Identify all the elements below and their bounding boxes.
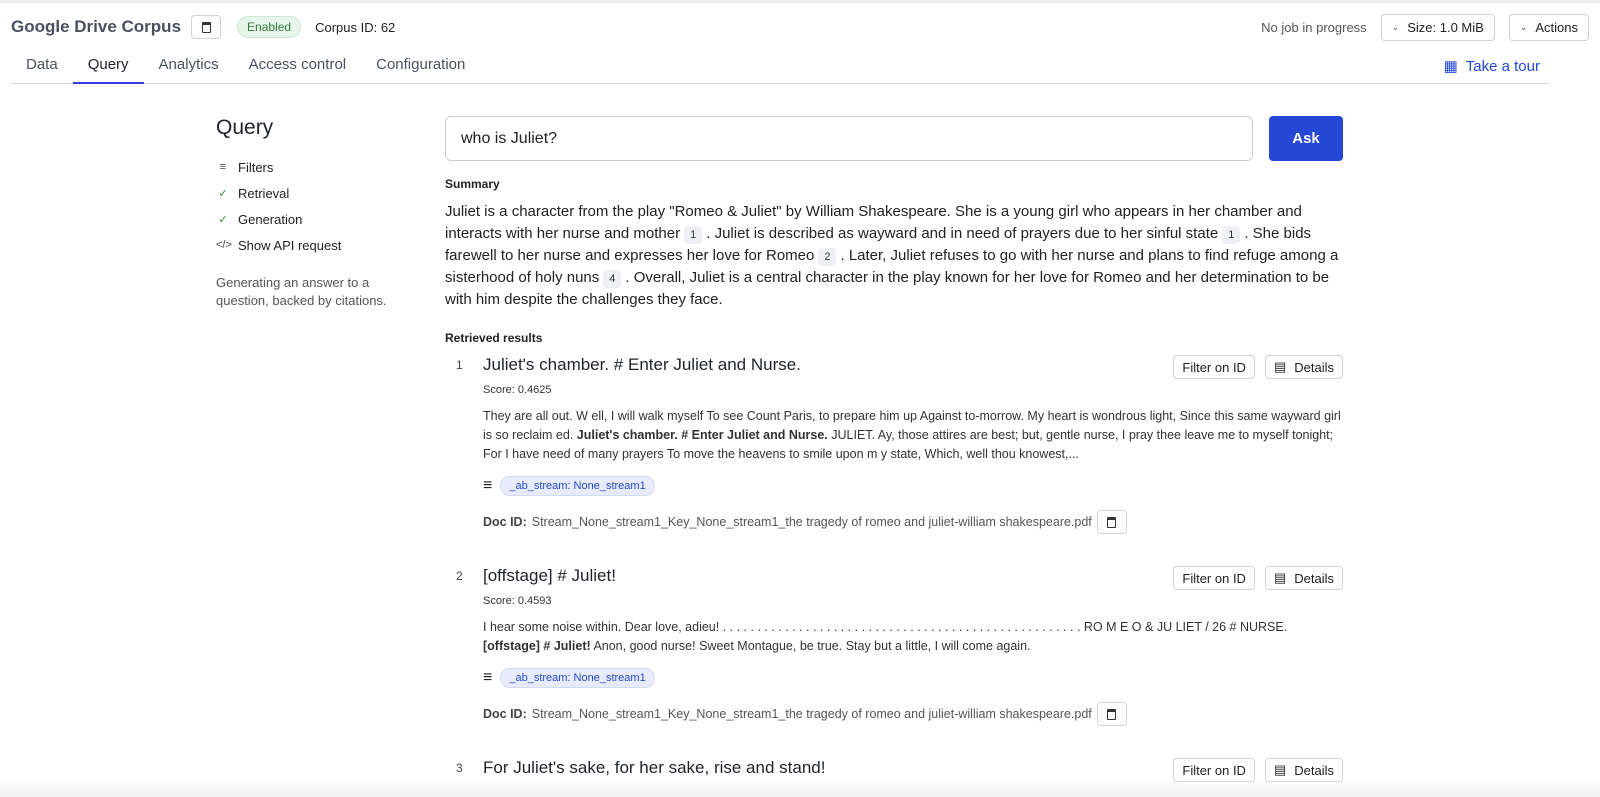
doc-id-label: Doc ID:	[483, 515, 527, 529]
query-main	[445, 116, 1343, 778]
details-button[interactable]	[1265, 355, 1343, 379]
result-text	[483, 618, 1343, 656]
highlight: [offstage] # Juliet!	[483, 639, 591, 653]
doc-id-value: Stream_None_stream1_Key_None_stream1_the tragedy of romeo and juliet-william shakespeare.pdf	[531, 515, 1092, 529]
citation[interactable]: 1	[684, 226, 702, 244]
document-icon: ▤	[1273, 762, 1287, 777]
metadata-tag[interactable]: _ab_stream: None_stream1	[500, 668, 654, 688]
results-label: Retrieved results	[445, 331, 543, 345]
sidebar-item-api-request[interactable]	[216, 232, 416, 258]
chevron-down-icon: ⌄	[1391, 22, 1400, 32]
result-item	[445, 353, 1343, 534]
job-status: No job in progress	[1261, 20, 1367, 35]
query-input[interactable]	[445, 116, 1253, 161]
text: I hear some noise within. Dear love, adieu! . . . . . . . . . . . . . . . . . . . . . . . . . . . . . . . . . . . . . . . . . . . . . . . . . . . . RO M E O & JU LIET / 26 # NURSE.	[483, 620, 1288, 634]
ask-button[interactable]: Ask	[1269, 116, 1343, 161]
details-label: Details	[1294, 762, 1334, 778]
map-icon: ▦	[1443, 58, 1458, 75]
document-icon: ▤	[1273, 570, 1287, 585]
filter-icon: ≡	[219, 161, 227, 173]
code-icon: </>	[216, 239, 232, 251]
bottom-fade	[0, 778, 1600, 797]
citation[interactable]: 2	[818, 248, 836, 266]
sidebar	[216, 116, 416, 310]
doc-id-label: Doc ID:	[483, 707, 527, 721]
document-icon: ▤	[1273, 359, 1287, 374]
doc-id-value: Stream_None_stream1_Key_None_stream1_the tragedy of romeo and juliet-william shakespeare.pdf	[531, 707, 1092, 721]
corpus-header	[11, 15, 395, 39]
doc-id	[483, 510, 1343, 534]
sidebar-item-label: Filters	[238, 159, 274, 175]
sidebar-item-retrieval[interactable]	[216, 180, 416, 206]
citation[interactable]: 1	[1222, 226, 1240, 244]
sidebar-title: Query	[216, 116, 274, 139]
sidebar-item-filters[interactable]	[216, 154, 416, 180]
result-title[interactable]: For Juliet's sake, for her sake, rise and stand!	[483, 758, 826, 777]
tab-data[interactable]: Data	[26, 56, 58, 73]
clipboard-icon	[1107, 517, 1116, 528]
chevron-down-icon: ⌄	[1519, 22, 1528, 32]
citation[interactable]: 4	[603, 270, 621, 288]
filter-icon: ≡	[483, 477, 493, 494]
clipboard-icon	[202, 22, 211, 33]
tab-bar	[11, 52, 1549, 84]
result-number: 1	[456, 358, 463, 372]
details-label: Details	[1294, 359, 1334, 375]
metadata-tag[interactable]: _ab_stream: None_stream1	[500, 476, 654, 496]
corpus-id: Corpus ID: 62	[315, 19, 396, 35]
result-number: 2	[456, 569, 463, 583]
summary-part: . Overall, Juliet is a central character in the play known for her love for Romeo and her determination to be with him despite the challenges they face.	[445, 269, 1330, 308]
summary-text	[445, 201, 1343, 311]
sidebar-item-label: Show API request	[238, 237, 342, 253]
filter-on-id-button[interactable]: Filter on ID	[1173, 566, 1255, 590]
copy-doc-id-button[interactable]	[1097, 510, 1127, 534]
filter-icon: ≡	[483, 669, 493, 686]
sidebar-item-generation[interactable]	[216, 206, 416, 232]
check-icon: ✓	[218, 187, 228, 200]
actions-label: Actions	[1535, 20, 1578, 35]
result-item	[445, 756, 1343, 778]
status-badge: Enabled	[237, 16, 301, 38]
result-text	[483, 407, 1343, 464]
summary-label: Summary	[445, 177, 500, 191]
corpus-title: Google Drive Corpus	[11, 17, 182, 36]
summary-part: Juliet is a character from the play "Romeo & Juliet" by William Shakespeare. She is a young girl who appears in her chamber and interacts with her nurse and mother	[445, 203, 1302, 242]
sidebar-item-label: Retrieval	[238, 185, 290, 201]
filter-on-id-button[interactable]: Filter on ID	[1173, 355, 1255, 379]
tab-query[interactable]: Query	[73, 52, 144, 84]
copy-doc-id-button[interactable]	[1097, 702, 1127, 726]
doc-id	[483, 702, 1343, 726]
top-bar	[0, 0, 1600, 3]
filter-on-id-button[interactable]: Filter on ID	[1173, 758, 1255, 782]
result-number: 3	[456, 761, 463, 775]
result-title[interactable]: Juliet's chamber. # Enter Juliet and Nurse.	[483, 355, 801, 374]
copy-button[interactable]	[191, 15, 221, 39]
size-button[interactable]	[1381, 14, 1495, 41]
text: JULIET. Ay, those attires are best; but, gentle nurse, I pray thee leave me to myself tonight; For I have need of many prayers To move the heavens to smile upon m y state, Which, well thou knowest,...	[483, 428, 1334, 461]
tab-analytics[interactable]: Analytics	[158, 56, 219, 73]
sidebar-description: Generating an answer to a question, backed by citations.	[216, 275, 387, 308]
details-button[interactable]	[1265, 566, 1343, 590]
tour-label: Take a tour	[1465, 57, 1540, 75]
summary-part: . She bids farewell to her nurse and expresses her love for Romeo	[445, 225, 1312, 264]
clipboard-icon	[1107, 709, 1116, 720]
summary-part: . Juliet is described as wayward and in need of prayers due to her sinful state	[706, 225, 1219, 242]
result-item	[445, 564, 1343, 726]
highlight: Juliet's chamber. # Enter Juliet and Nurse.	[576, 428, 828, 442]
text: Anon, good nurse! Sweet Montague, be true. Stay but a little, I will come again.	[590, 639, 1031, 653]
text: They are all out. W ell, I will walk myself To see Count Paris, to prepare him up Against to-morrow. My heart is wondrous light, Since this same wayward girl is so reclaim ed.	[483, 409, 1341, 442]
result-score: Score: 0.4593	[483, 595, 552, 607]
result-score: Score: 0.4625	[483, 384, 552, 396]
result-title[interactable]: [offstage] # Juliet!	[483, 566, 616, 585]
size-label: Size: 1.0 MiB	[1407, 20, 1484, 35]
tab-configuration[interactable]: Configuration	[376, 56, 466, 73]
details-label: Details	[1294, 570, 1334, 586]
actions-button[interactable]	[1509, 14, 1589, 41]
sidebar-item-label: Generation	[238, 211, 303, 227]
summary-part: . Later, Juliet refuses to go with her nurse and plans to find refuge among a sisterhood of holy nuns	[445, 247, 1339, 286]
check-icon: ✓	[218, 213, 228, 226]
tab-access-control[interactable]: Access control	[248, 56, 347, 73]
take-tour-link[interactable]	[1444, 57, 1540, 75]
